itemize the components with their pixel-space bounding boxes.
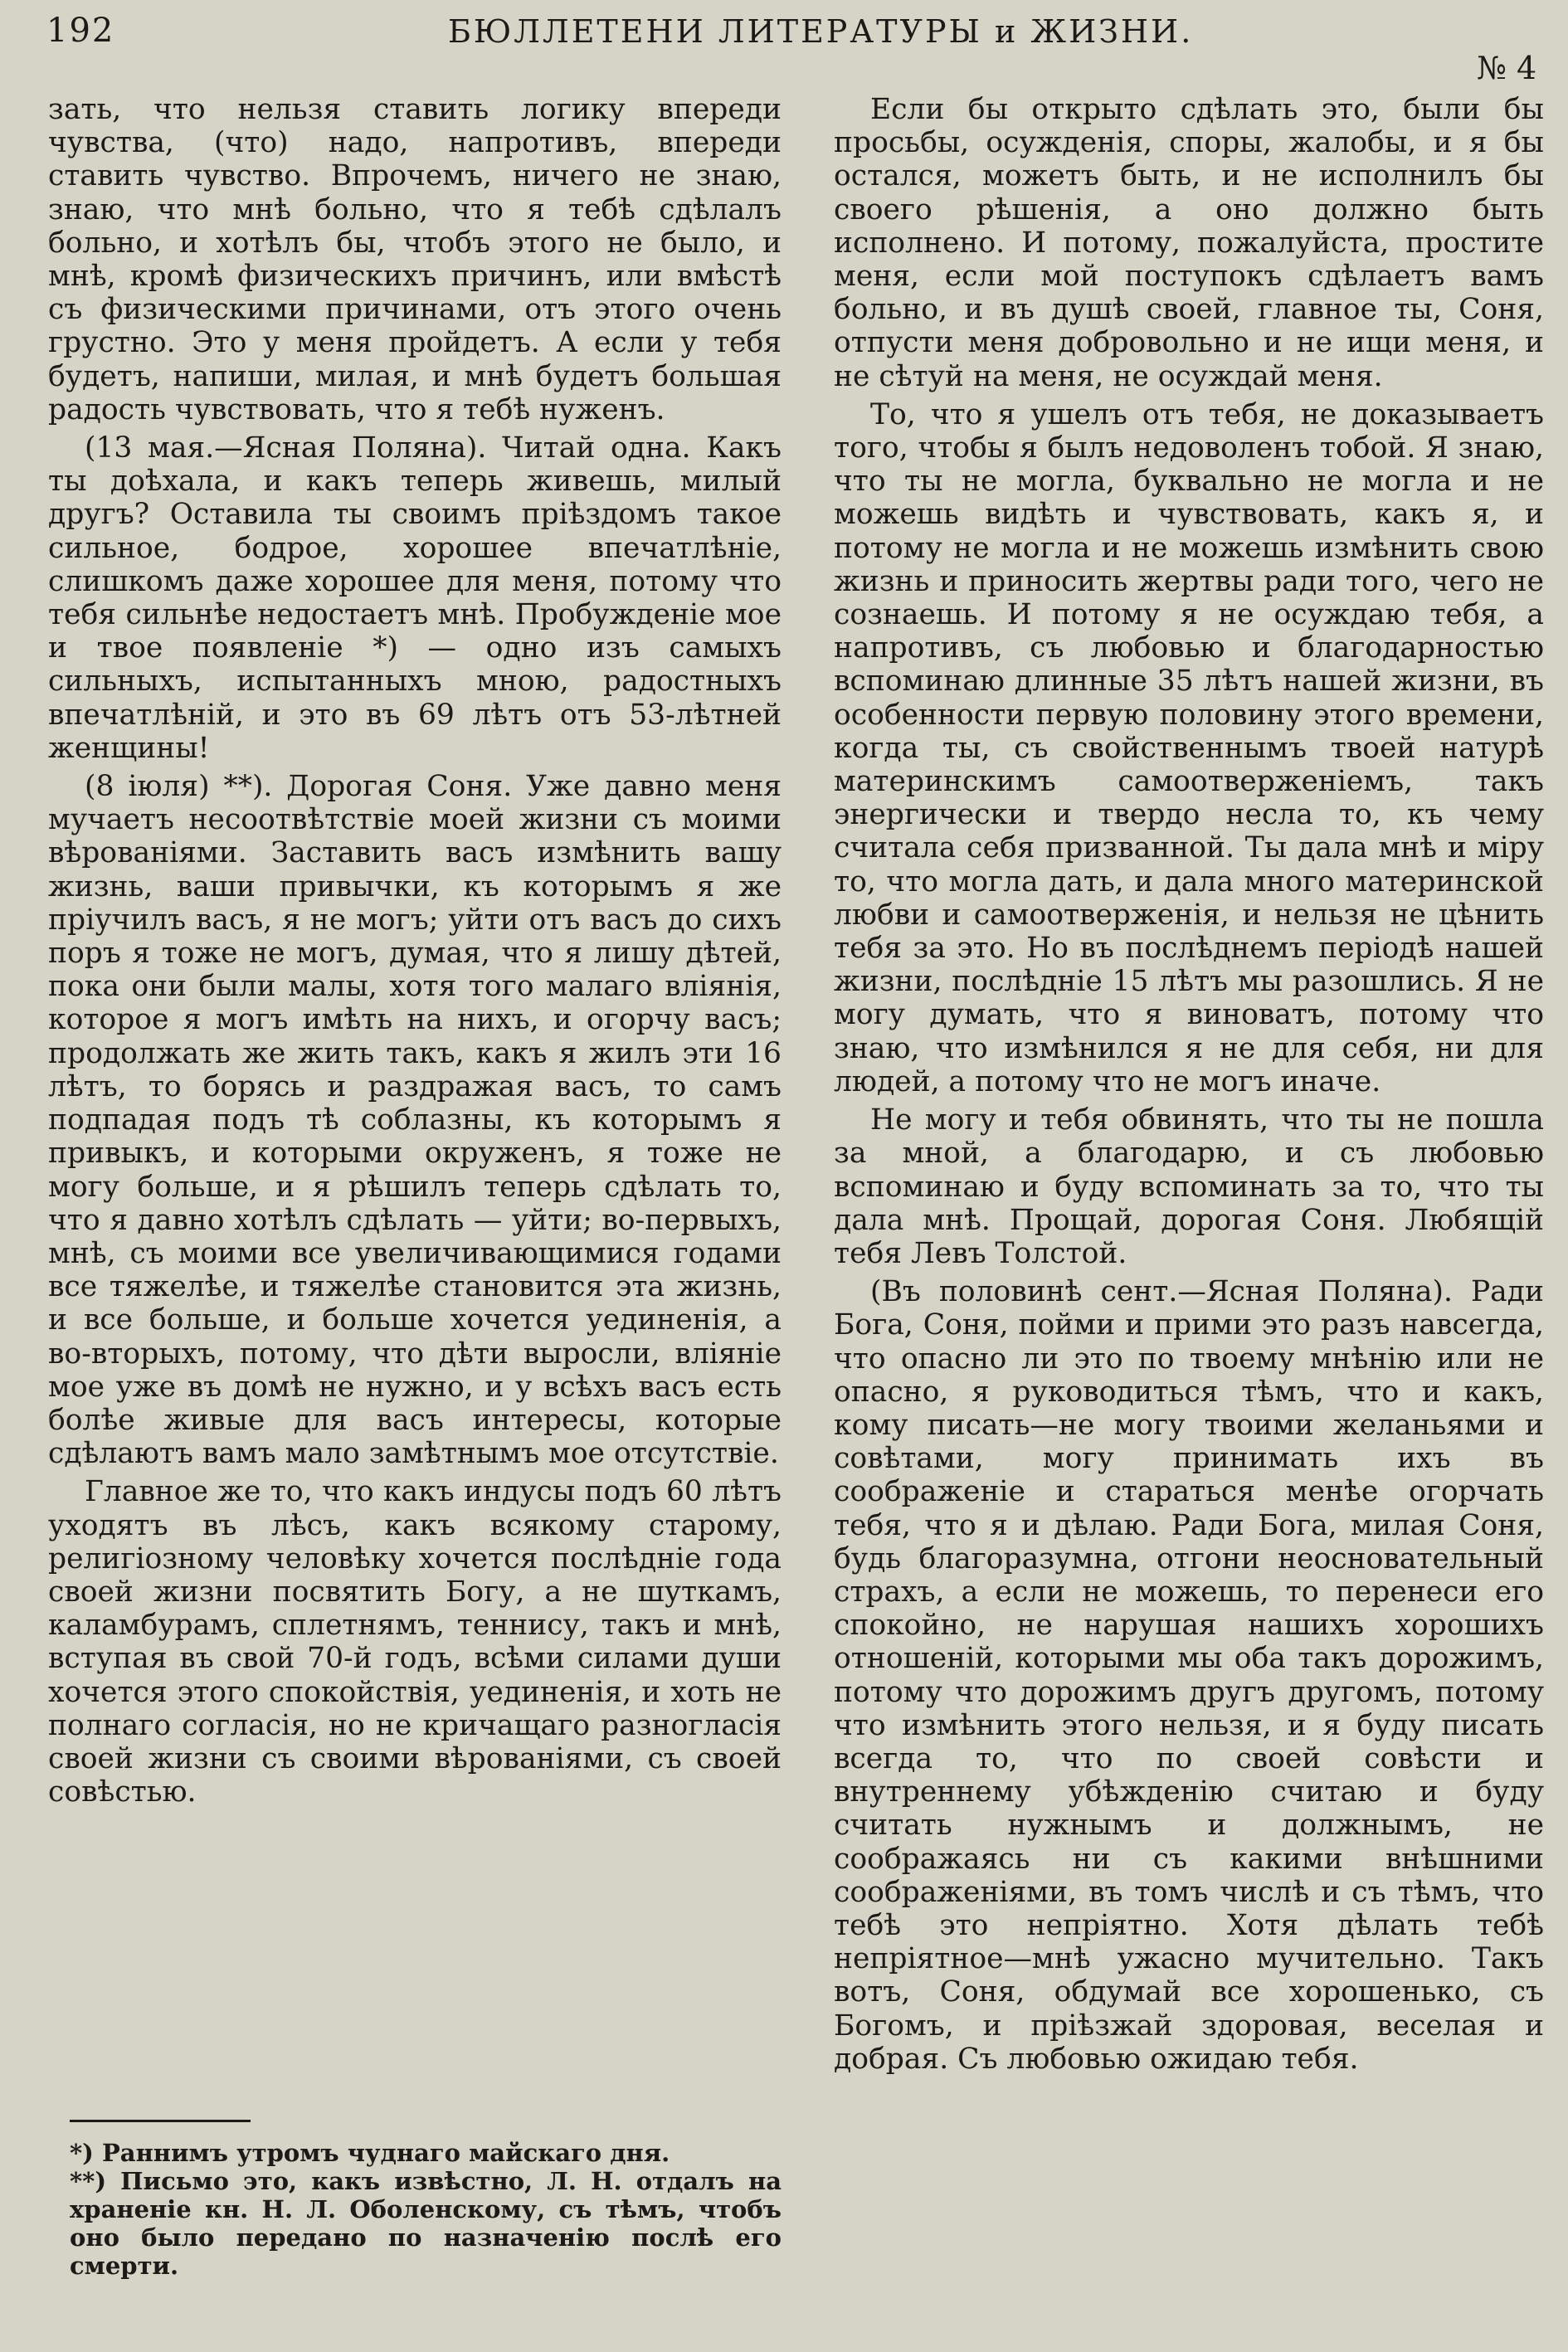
paragraph: Если бы открыто сдѣлать это, были бы просьбы, осужденія, споры, жалобы, и я бы остался, можетъ быть, и не исполнилъ бы своего рѣшенія, а оно должно быть исполнено. И потому, пожалуйста, простите меня, если мой поступокъ сдѣлаетъ вамъ больно, и въ душѣ своей, главное ты, Соня, отпусти меня добровольно и не ищи меня, и не сѣтуй на меня, не осуждай меня. — [834, 93, 1544, 393]
footnote-divider — [70, 2120, 251, 2122]
paragraph: Не могу и тебя обвинять, что ты не пошла за мной, а благодарю, и съ любовью вспоминаю и буду вспоминать за то, что ты дала мнѣ. Прощай, дорогая Соня. Любящій тебя Левъ Толстой. — [834, 1103, 1544, 1270]
issue-number: № 4 — [1477, 50, 1537, 86]
paragraph: (Въ половинѣ сент.—Ясная Поляна). Ради Бога, Соня, пойми и прими это разъ навсегда, что опасно ли это по твоему мнѣнію или не опасно, я руководиться тѣмъ, что и какъ, кому писать—не могу твоими желаньями и совѣтами, могу принимать ихъ въ соображеніе и стараться менѣе огорчать тебя, что я и дѣлаю. Ради Бога, милая Соня, будь благоразумна, отгони неосновательный страхъ, а если не можешь, то перенеси его спокойно, не нарушая нашихъ хорошихъ отношеній, которыми мы оба такъ дорожимъ, потому что дорожимъ другъ другомъ, потому что измѣнить этого нельзя, и я буду писать всегда то, что по своей совѣсти и внутреннему убѣжденію считаю и буду считать нужнымъ и должнымъ, не соображаясь ни съ какими внѣшними соображеніями, въ томъ числѣ и съ тѣмъ, что тебѣ это непріятно. Хотя дѣлать тебѣ непріятное—мнѣ ужасно мучительно. Такъ вотъ, Соня, обдумай все хорошенько, съ Богомъ, и пріѣзжай здоровая, веселая и добрая. Съ любовью ожидаю тебя. — [834, 1275, 1544, 2076]
footnotes — [70, 2139, 782, 2280]
paragraph: Главное же то, что какъ индусы подъ 60 лѣтъ уходятъ въ лѣсъ, какъ всякому старому, религіозному человѣку хочется послѣдніе года своей жизни посвятить Богу, а не шуткамъ, каламбурамъ, сплетнямъ, теннису, такъ и мнѣ, вступая въ свой 70-й годъ, всѣми силами души хочется этого спокойствія, уединенія, и хоть не полнаго согласія, но не кричащаго разногласія своей жизни съ своими вѣрованіями, съ своей совѣстью. — [48, 1475, 782, 1809]
paragraph: (8 іюля) **). Дорогая Соня. Уже давно меня мучаетъ несоотвѣтствіе моей жизни съ моими вѣрованіями. Заставить васъ измѣнить вашу жизнь, ваши привычки, къ которымъ я же пріучилъ васъ, я не могъ; уйти отъ васъ до сихъ поръ я тоже не могъ, думая, что я лишу дѣтей, пока они были малы, хотя того малаго вліянія, которое я могъ имѣть на нихъ, и огорчу васъ; продолжать же жить такъ, какъ я жилъ эти 16 лѣтъ, то борясь и раздражая васъ, то самъ подпадая подъ тѣ соблазны, къ которымъ я привыкъ, и которыми окруженъ, я тоже не могу больше, и я рѣшилъ теперь сдѣлать то, что я давно хотѣлъ сдѣлать — уйти; во-первыхъ, мнѣ, съ моими все увеличивающимися годами все тяжелѣе, и тяжелѣе становится эта жизнь, и все больше, и больше хочется уединенія, а во-вторыхъ, потому, что дѣти выросли, вліяніе мое уже въ домѣ не нужно, и у всѣхъ васъ есть болѣе живые для васъ интересы, которые сдѣлаютъ вамъ мало замѣтнымъ мое отсутствіе. — [48, 770, 782, 1471]
footnote: *) Раннимъ утромъ чуднаго майскаго дня. — [70, 2139, 670, 2167]
left-column — [48, 93, 782, 1814]
right-column — [834, 93, 1544, 2081]
footnote: **) Письмо это, какъ извѣстно, Л. Н. отдалъ на храненіе кн. Н. Л. Оболенскому, съ тѣмъ, чтобъ оно было передано по назначенію послѣ его смерти. — [70, 2167, 782, 2280]
running-head: БЮЛЛЕТЕНИ ЛИТЕРАТУРЫ и ЖИЗНИ. — [448, 13, 1194, 50]
page-number: 192 — [46, 12, 115, 50]
paragraph: То, что я ушелъ отъ тебя, не доказываетъ того, чтобы я былъ недоволенъ тобой. Я знаю, что ты не могла, буквально не могла и не можешь видѣть и чувствовать, какъ я, и потому не могла и не можешь измѣнить свою жизнь и приносить жертвы ради того, чего не сознаешь. И потому я не осуждаю тебя, а напротивъ, съ любовью и благодарностью вспоминаю длинные 35 лѣтъ нашей жизни, въ особенности первую половину этого времени, когда ты, съ свойственнымъ твоей натурѣ материнскимъ самоотверженіемъ, такъ энергически и твердо несла то, къ чему считала себя призванной. Ты дала мнѣ и міру то, что могла дать, и дала много материнской любви и самоотверженія, и нельзя не цѣнить тебя за это. Но въ послѣднемъ періодѣ нашей жизни, послѣдніе 15 лѣтъ мы разошлись. Я не могу думать, что я виноватъ, потому что знаю, что измѣнился я не для себя, ни для людей, а потому что не могъ иначе. — [834, 397, 1544, 1098]
paragraph: зать, что нельзя ставить логику впереди чувства, (что) надо, напротивъ, впереди ставить чувство. Впрочемъ, ничего не знаю, знаю, что мнѣ больно, что я тебѣ сдѣлалъ больно, и хотѣлъ бы, чтобъ этого не было, и мнѣ, кромѣ физическихъ причинъ, или вмѣстѣ съ физическими причинами, отъ этого очень грустно. Это у меня пройдетъ. А если у тебя будетъ, напиши, милая, и мнѣ будетъ большая радость чувствовать, что я тебѣ нуженъ. — [48, 93, 782, 426]
paragraph: (13 мая.—Ясная Поляна). Читай одна. Какъ ты доѣхала, и какъ теперь живешь, милый другъ? Оставила ты своимъ пріѣздомъ такое сильное, бодрое, хорошее впечатлѣніе, слишкомъ даже хорошее для меня, потому что тебя сильнѣе недостаетъ мнѣ. Пробужденіе мое и твое появленіе *) — одно изъ самыхъ сильныхъ, испытанныхъ мною, радостныхъ впечатлѣній, и это въ 69 лѣтъ отъ 53-лѣтней женщины! — [48, 431, 782, 765]
